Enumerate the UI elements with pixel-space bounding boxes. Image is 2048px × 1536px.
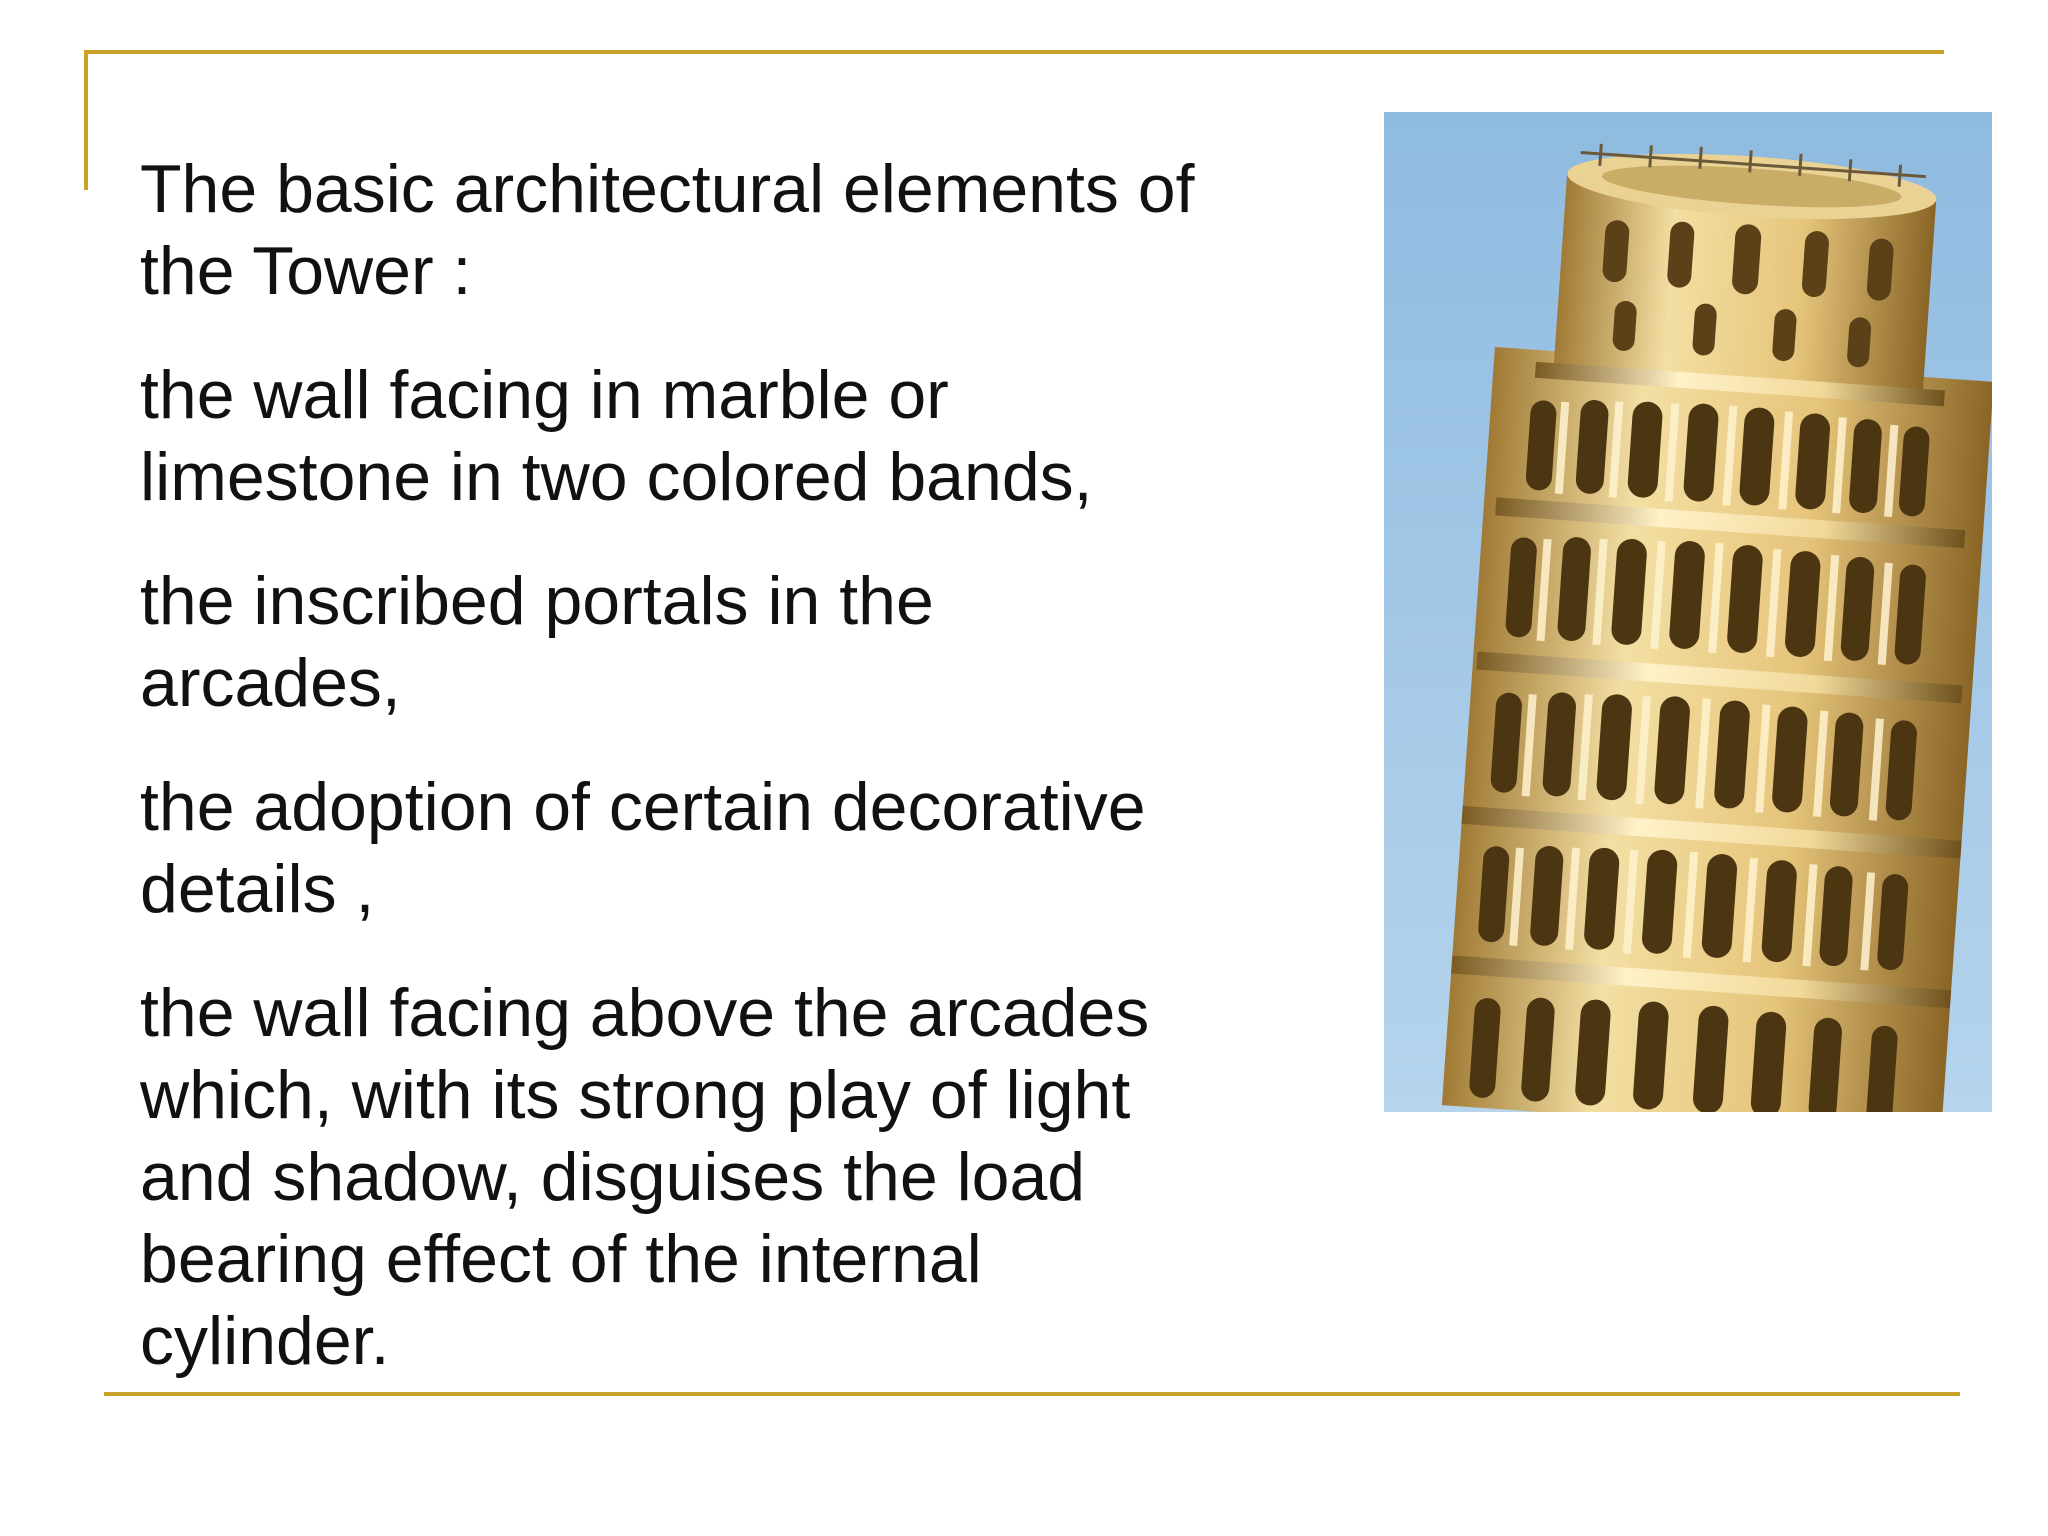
paragraph-decorative-details: the adoption of certain decorative details , (140, 769, 1146, 927)
top-accent-rule (84, 50, 1944, 54)
paragraph-wall-facing: the wall facing in marble or limestone in two colored bands, (140, 357, 1093, 515)
paragraph-intro: The basic architectural elements of the Tower : (140, 151, 1195, 309)
body-text (140, 148, 1200, 1424)
paragraph-portals: the inscribed portals in the arcades, (140, 563, 934, 721)
left-accent-rule (84, 50, 88, 190)
tower-photo (1384, 112, 1992, 1112)
bottom-accent-rule (104, 1392, 1960, 1396)
paragraph-arcades-wall: the wall facing above the arcades which, with its strong play of light and shadow, disguises the load bearing effect of the internal cylinder. (140, 975, 1150, 1379)
tower-photo-graphic (1384, 112, 1992, 1112)
